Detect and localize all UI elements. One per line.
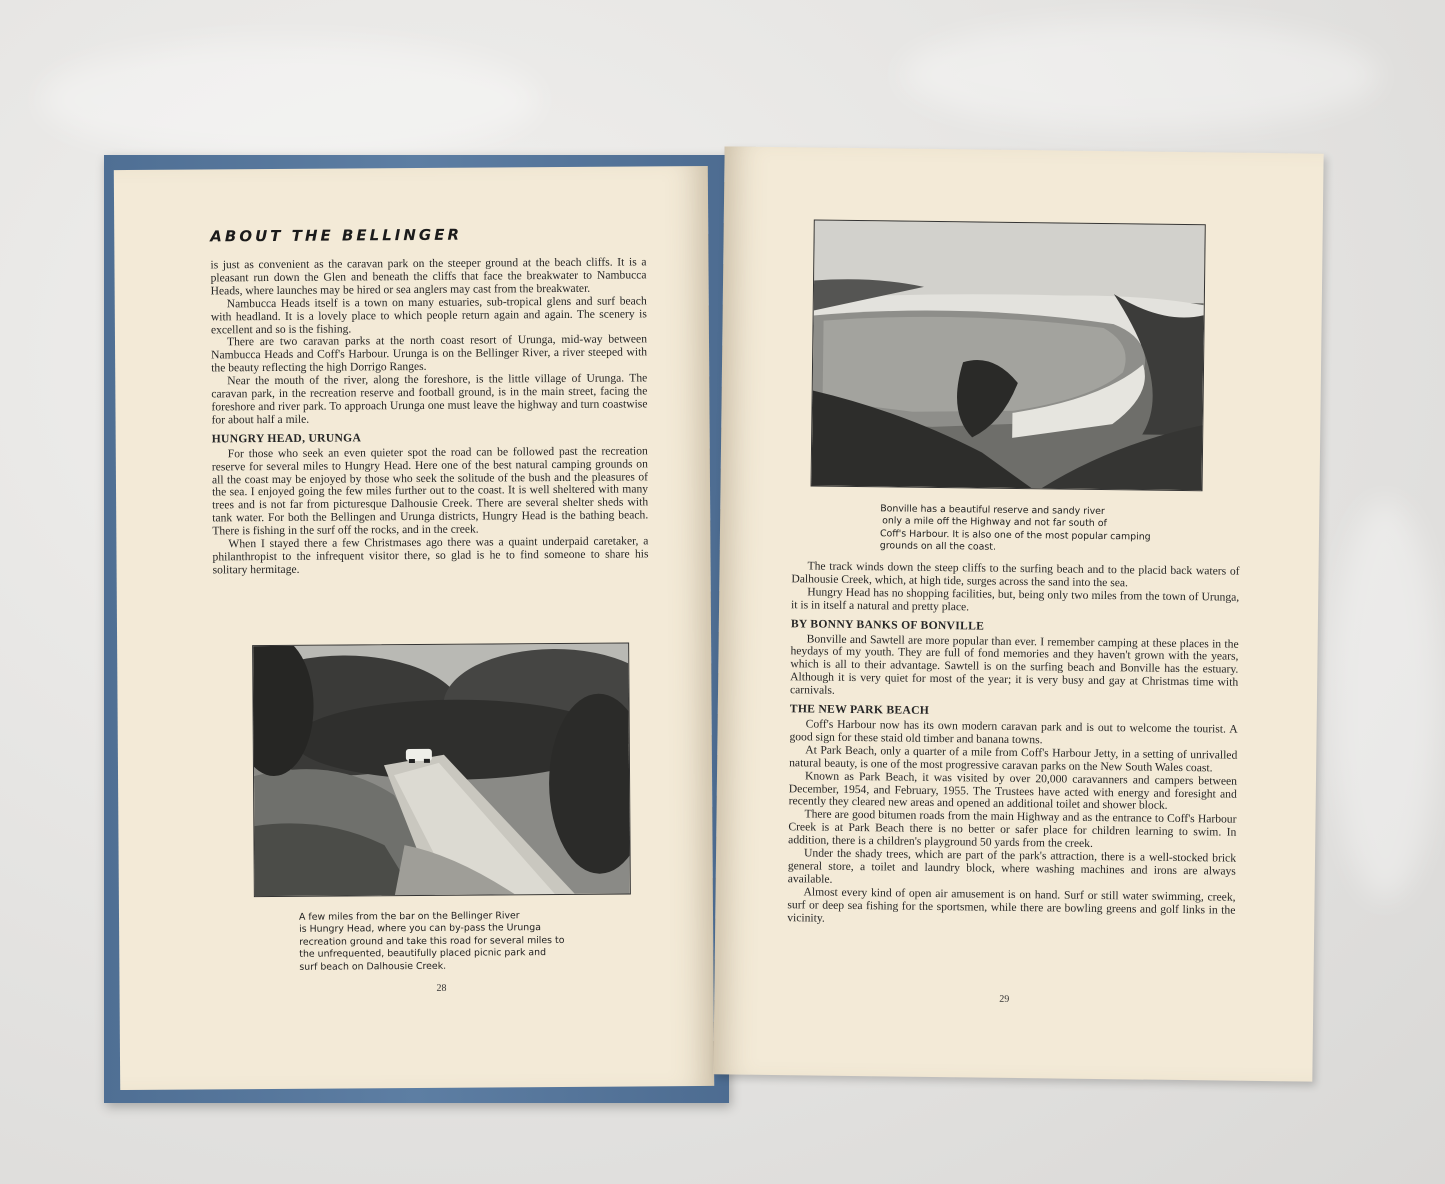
- paragraph: Coff's Harbour now has its own modern caravan park and is out to welcome the tourist. A good sign for these staid old timber and banana towns.: [789, 717, 1238, 747]
- paragraph: Known as Park Beach, it was visited by over 20,000 caravanners and campers between December, 1954, and February, 1955. The Trustees have acted with energy and foresight and recently they cleared new areas and opened an additional toilet and shower block.: [788, 768, 1238, 813]
- paragraph: Almost every kind of open air amusement is on hand. Surf or still water swimming, creek, surf or deep sea fishing for the sportsmen, while there are bowling greens and golf links in the vicinity.: [787, 885, 1236, 925]
- page-number: 28: [436, 982, 447, 994]
- beach-photo: [811, 219, 1206, 491]
- subheading: BY BONNY BANKS OF BONVILLE: [790, 616, 985, 633]
- cloth-highlight: [40, 40, 540, 160]
- right-photo-caption: [880, 503, 1211, 557]
- caption-line: surf beach on Dalhousie Creek.: [299, 960, 447, 973]
- paragraph: Under the shady trees, which are part of the park's attraction, there is a well-stocked brick general store, a toilet and laundry block, where washing machines and irons are always available.: [787, 846, 1237, 886]
- caption-line: only a mile off the Highway and not far south of: [882, 515, 1107, 530]
- chapter-heading: ABOUT THE BELLINGER: [210, 225, 463, 246]
- paragraph: There are good bitumen roads from the main Highway and as the entrance to Coff's Harbour Creek is at Park Beach there is no better or safer place for children learning to swim. In addition, there is a children's playground 50 yards from the creek.: [788, 807, 1237, 851]
- paragraph: For those who seek an even quieter spot the road can be followed past the recreation reserve for several miles to Hungry Head. Here one of the best natural camping grounds on all the coast may be enjoyed by those who seek the solitude of the bush and the pleasures of the sea. I enjoyed going the few miles further out to the coast. It is well sheltered with many trees and is not far from picturesque Dalhousie Creek. There are several shelter sheds with tank water. For both the Bellingen and Urunga districts, Hungry Head is the bathing beach. There is fishing in the surf off the rocks, and in the creek.: [211, 444, 649, 538]
- subheading: THE NEW PARK BEACH: [789, 702, 930, 717]
- paragraph: Hungry Head has no shopping facilities, but, being only two miles from the town of Urunga, it is in itself a natural and pretty place.: [791, 585, 1240, 614]
- beach-photo-image: [812, 220, 1205, 490]
- caption-line: Coff's Harbour. It is also one of the most popular camping: [879, 528, 1151, 543]
- caption-line: A few miles from the bar on the Bellinger River: [298, 910, 520, 923]
- left-page: [114, 166, 714, 1090]
- cloth-highlight: [900, 20, 1380, 130]
- right-page: [713, 146, 1323, 1081]
- paragraph: Near the mouth of the river, along the foreshore, is the little village of Urunga. The caravan park, in the recreation reserve and football ground, is in the main street, facing the foreshore and river park. To approach Urunga one must leave the highway and turn coastwise for about half a mile.: [211, 371, 648, 427]
- cloth-highlight: [1330, 500, 1440, 900]
- caption-line: recreation ground and take this road for several miles to: [299, 934, 565, 948]
- paragraph: Nambucca Heads itself is a town on many estuaries, sub-tropical glens and surf beach with headland. It is a lovely place to which people return again and again. The scenery is excellent and so is the fishing.: [210, 294, 647, 336]
- paragraph: When I stayed there a few Christmases ago there was a quaint underpaid caretaker, a philanthropist to the infrequent visitor there, so glad is he to find someone to share his solitary hermitage.: [212, 534, 649, 577]
- right-text: [787, 560, 1239, 930]
- caption-line: the unfrequented, beautifully placed picnic park and: [299, 947, 547, 961]
- subheading: HUNGRY HEAD, URUNGA: [211, 431, 362, 446]
- left-photo-caption: [299, 910, 619, 974]
- paragraph: The track winds down the steep cliffs to the surfing beach and to the placid back waters of Dalhousie Creek, which, at high tide, surges across the sand into the sea.: [791, 559, 1240, 590]
- paragraph: At Park Beach, only a quarter of a mile from Coff's Harbour Jetty, in a setting of unrivalled natural beauty, is one of the most progressive caravan parks on the New South Wales coast.: [789, 743, 1238, 775]
- paragraph: is just as convenient as the caravan park on the steeper ground at the beach cliffs. It is a pleasant run down the Glen and beneath the cliffs that face the breakwater to Nambucca Heads, where launches may be hired or sea anglers may cast from the breakwater.: [210, 255, 647, 298]
- road-photo: [252, 642, 631, 897]
- paragraph: Bonville and Sawtell are more popular than ever. I remember camping at these places in the heydays of my youth. They are full of fond memories and they haven't grown with the years, which is all to their advantage. Sawtell is on the surfing beach and Bonville has the estuary. Although it is very quiet for most of the year; it is very busy and gay at Christmas time with carnivals.: [789, 631, 1239, 697]
- page-number: 29: [999, 993, 1010, 1005]
- paragraph: There are two caravan parks at the north coast resort of Urunga, mid-way between Nambucca Heads and Coff's Harbour. Urunga is on the Bellinger River, a river steeped with the beauty reflecting the high Dorrigo Ranges.: [211, 332, 648, 375]
- caption-line: grounds on all the coast.: [879, 540, 997, 553]
- road-photo-image: [253, 644, 630, 897]
- left-text-top: [210, 256, 648, 577]
- caption-line: Bonville has a beautiful reserve and sandy river: [880, 503, 1105, 518]
- caption-line: is Hungry Head, where you can by-pass the Urunga: [299, 922, 541, 936]
